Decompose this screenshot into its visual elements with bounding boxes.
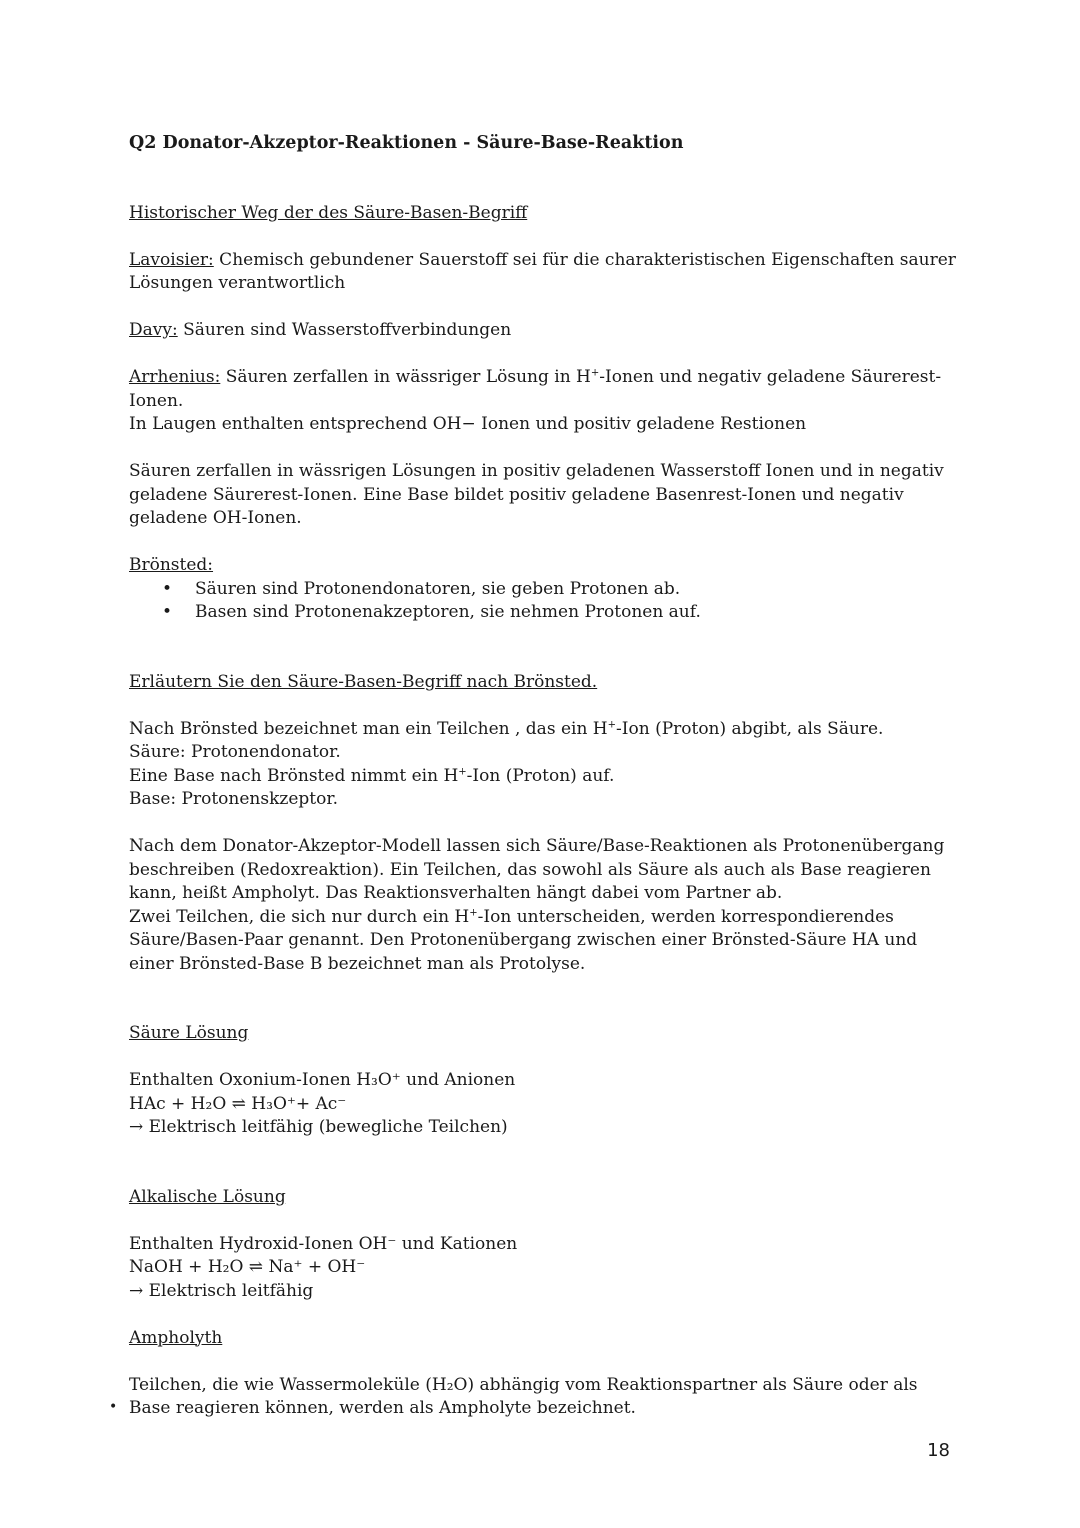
ampholyt-heading: Ampholyth <box>129 1327 223 1348</box>
page-number: 18 <box>927 1440 950 1461</box>
model-paragraph-2 <box>129 906 959 977</box>
arrhenius-label: Arrhenius: <box>129 367 221 387</box>
lavoisier-paragraph <box>129 249 959 296</box>
arrhenius-text-a: Säuren zerfallen in wässriger Lösung in H <box>220 367 591 387</box>
acid-line: Enthalten Oxonium-Ionen H₃O⁺ und Anionen <box>129 1070 516 1090</box>
alkaline-equation: NaOH + H₂O ⇌ Na⁺ + OH⁻ <box>129 1257 366 1277</box>
explain-line-1 <box>129 718 959 742</box>
list-item: • Basen sind Protonenakzeptoren, sie nehmen Protonen auf. <box>195 601 959 625</box>
model-p2a: Zwei Teilchen, die sich nur durch ein H <box>129 906 470 927</box>
bronsted-label: Brönsted: <box>129 555 214 575</box>
acid-heading: Säure Lösung <box>129 1023 249 1043</box>
explain-line-1b: -Ion (Proton) abgibt, als Säure. <box>616 718 884 739</box>
acid-conclusion: → Elektrisch leitfähig (bewegliche Teilchen) <box>129 1117 508 1137</box>
lavoisier-label: Lavoisier: <box>129 249 214 270</box>
arrhenius-paragraph <box>129 366 959 413</box>
explain-line-3 <box>129 765 959 789</box>
model-p2b: -Ion unterscheiden, werden korrespondierendes Säure/Basen-Paar genannt. Den Protonenübergang zwischen einer Brönsted-Säure HA und einer Brönsted-Base B bezeichnet man als Protolyse. <box>129 906 918 974</box>
acid-equation: HAc + H₂O ⇌ H₃O⁺+ Ac⁻ <box>129 1093 347 1114</box>
davy-label: Davy: <box>129 320 178 340</box>
explain-line-2: Säure: Protonendonator. <box>129 742 341 762</box>
document-title: Q2 Donator-Akzeptor-Reaktionen - Säure-Base-Reaktion <box>129 133 684 153</box>
explain-line-1a: Nach Brönsted bezeichnet man ein Teilchen , das ein H <box>129 718 608 739</box>
davy-paragraph <box>129 319 959 343</box>
summary-paragraph: Säuren zerfallen in wässrigen Lösungen in positiv geladenen Wasserstoff Ionen und in negativ geladene Säurerest-Ionen. Eine Base bildet positiv geladene Basenrest-Ionen und negativ geladene OH-Ionen. <box>129 461 944 528</box>
explain-line-4: Base: Protonenskzeptor. <box>129 789 339 809</box>
explain-sup-1: + <box>607 718 617 730</box>
explain-sup-3: + <box>458 765 467 777</box>
alkaline-line: Enthalten Hydroxid-Ionen OH⁻ und Kationen <box>129 1233 518 1254</box>
historic-heading: Historischer Weg der des Säure-Basen-Begriff <box>129 202 528 223</box>
model-p2-sup: + <box>469 906 478 918</box>
explain-heading: Erläutern Sie den Säure-Basen-Begriff nach Brönsted. <box>129 671 598 692</box>
margin-mark: • <box>109 1399 118 1415</box>
list-item: • Säuren sind Protonendonatoren, sie geben Protonen ab. <box>195 578 959 602</box>
arrhenius-line2: In Laugen enthalten entsprechend OH− Ionen und positiv geladene Restionen <box>129 414 807 434</box>
ampholyt-text: Teilchen, die wie Wassermoleküle (H₂O) abhängig vom Reaktionspartner als Säure oder als Base reagieren können, werden als Ampholyte bezeichnet. <box>129 1374 918 1418</box>
explain-line-3a: Eine Base nach Brönsted nimmt ein H <box>129 765 459 786</box>
lavoisier-text: Chemisch gebundener Sauerstoff sei für die charakteristischen Eigenschaften saurer Lösungen verantwortlich <box>129 249 956 293</box>
bronsted-list <box>129 578 959 625</box>
explain-line-3b: -Ion (Proton) auf. <box>466 765 615 786</box>
model-paragraph-1: Nach dem Donator-Akzeptor-Modell lassen sich Säure/Base-Reaktionen als Protonenübergang beschreiben (Redoxreaktion). Ein Teilchen, das sowohl als Säure als auch als Base reagieren kann, heißt Ampholyt. Das Reaktionsverhalten hängt dabei vom Partner ab. <box>129 836 945 903</box>
document-page <box>129 132 959 1421</box>
arrhenius-sup: + <box>590 367 600 379</box>
davy-text: Säuren sind Wasserstoffverbindungen <box>177 320 512 340</box>
arrhenius-text-b: -Ionen und negativ geladene Säurerest-Ionen. <box>129 367 942 411</box>
alkaline-heading: Alkalische Lösung <box>129 1186 286 1207</box>
alkaline-conclusion: → Elektrisch leitfähig <box>129 1280 314 1301</box>
